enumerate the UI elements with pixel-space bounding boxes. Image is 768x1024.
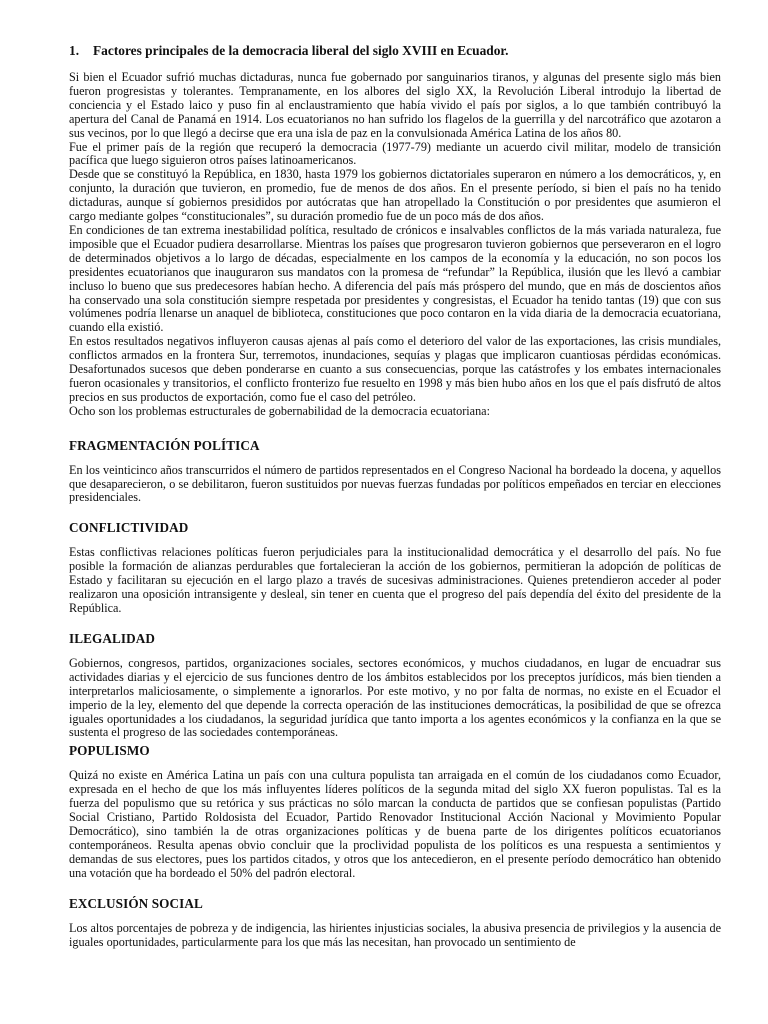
- intro-paragraph-3: Desde que se constituyó la República, en 1830, hasta 1979 los gobiernos dictatoriales superaron en número a los democráticos, y, en conjunto, la duración que tuvieron, en promedio, fue de menos de dos años. En el presente período, si bien el país no ha tenido dictaduras, aunque sí gobiernos presididos por autócratas que han atropellado la Constitución o por presidentes que asumieron el cargo mediante golpes “constitucionales”, su duración promedio fue de un poco más de dos años.: [69, 167, 721, 224]
- intro-paragraph-1: Si bien el Ecuador sufrió muchas dictaduras, nunca fue gobernado por sanguinarios tiranos, y algunas del presente siglo más bien fueron progresistas y tolerantes. Tempranamente, en los albores del siglo XX, la Revolución Liberal introdujo la libertad de conciencia y el Estado laico y puso fin al enclaustramiento que había vivido el país por siglos, a lo que también contribuyó la apertura del Canal de Panamá en 1914. Los ecuatorianos no han sufrido los flagelos de la guerrilla y del narcotráfico que azotaron a sus vecinos, por lo que llegó a decirse que era una isla de paz en la convulsionada América Latina de los años 80.: [69, 70, 721, 140]
- section-heading-ilegalidad: ILEGALIDAD: [69, 630, 156, 646]
- intro-paragraph-2: Fue el primer país de la región que recuperó la democracia (1977-79) mediante un acuerdo civil militar, modelo de transición pacífica que luego siguieron otros países latinoamericanos.: [69, 139, 721, 168]
- title-text: Factores principales de la democracia liberal del siglo XVIII en Ecuador.: [93, 43, 509, 58]
- section-heading-fragmentacion: FRAGMENTACIÓN POLÍTICA: [69, 437, 260, 453]
- section-body-exclusion: Los altos porcentajes de pobreza y de indigencia, las hirientes injusticias sociales, la abusiva presencia de privilegios y la ausencia de iguales oportunidades, particularmente para los que más las necesitan, han provocado un sentimiento de: [69, 920, 721, 949]
- intro-paragraph-5: En estos resultados negativos influyeron causas ajenas al país como el deterioro del valor de las exportaciones, las crisis mundiales, conflictos armados en la frontera Sur, terremotos, inundaciones, sequías y plagas que implicaron cuantiosas pérdidas económicas. Desafortunados sucesos que deben ponderarse en cuanto a sus consecuencias, porque las catástrofes y los embates internacionales fueron ocasionales y transitorios, el conflicto fronterizo fue resuelto en 1998 y más bien hubo años en los que el país disfrutó de altos precios en sus productos de exportación, como fue el caso del petróleo.: [69, 334, 721, 404]
- document-page: [69, 42, 721, 949]
- section-body-conflictividad: Estas conflictivas relaciones políticas fueron perjudiciales para la institucionalidad democrática y el desarrollo del país. No fue posible la formación de alianzas perdurables que fortalecieran la acción de los gobiernos, permitieran la adopción de políticas de Estado y facilitaran su ejecución en el largo plazo a través de sucesivas administraciones. Quienes pretendieron acceder al poder realizaron una oposición intransigente y desleal, sin tener en cuenta que el progreso del país dependía del éxito del presidente de la República.: [69, 545, 721, 615]
- section-heading-populismo: POPULISMO: [69, 743, 150, 759]
- section-heading-exclusion: EXCLUSIÓN SOCIAL: [69, 895, 203, 911]
- intro-paragraph-4: En condiciones de tan extrema inestabilidad política, resultado de crónicos e insalvables conflictos de la más variada naturaleza, fue imposible que el Ecuador pudiera desarrollarse. Mientras los países que progresaron tuvieron gobiernos que perseveraron en el logro de determinados objetivos a lo largo de décadas, especialmente en los campos de la economía y la educación, no son pocos los presidentes ecuatorianos que inauguraron sus mandatos con la promesa de “refundar” la República, ilusión que les llevó a cambiar incluso lo bueno que sus predecesores habían hecho. A diferencia del país más próspero del mundo, que en más de doscientos años ha conservado una sola constitución siempre respetada por presidentes y congresistas, el Ecuador ha tenido tantas (19) que con sus volúmenes podría llenarse un anaquel de biblioteca, constituciones que poco contaron en la vida diaria de la democracia ecuatoriana, cuando ella existió.: [69, 222, 721, 335]
- title-number: 1.: [69, 43, 80, 58]
- document-title: [69, 42, 721, 60]
- section-body-ilegalidad: Gobiernos, congresos, partidos, organizaciones sociales, sectores económicos, y muchos ciudadanos, en lugar de encuadrar sus actividades diarias y el ejercicio de sus funciones dentro de los ámbitos establecidos por los preceptos jurídicos, más bien tienden a interpretarlos maliciosamente, o simplemente a ignorarlos. Por este motivo, y no por falta de normas, no existe en el Ecuador el imperio de la ley, elemento del que depende la correcta operación de las instituciones democráticas, la posibilidad de que se ofrezca iguales oportunidades a los ciudadanos, la seguridad jurídica que tanto importa a los agentes económicos y la confianza en la que se sustenta el progreso de las sociedades contemporáneas.: [69, 655, 721, 740]
- section-heading-conflictividad: CONFLICTIVIDAD: [69, 520, 189, 536]
- section-body-populismo: Quizá no existe en América Latina un país con una cultura populista tan arraigada en el común de los ciudadanos como Ecuador, expresada en el hecho de que los más influyentes líderes políticos de la segunda mitad del siglo XX fueron populistas. Tal es la fuerza del populismo que su retórica y sus prácticas no sólo marcan la conducta de partidos que se confiesan populistas (Partido Social Cristiano, Partido Roldosista del Ecuador, Partido Renovador Institucional Acción Nacional y Movimiento Popular Democrático), sino también la de otras organizaciones políticas y de buena parte de los dirigentes políticos ecuatorianos contemporáneos. Resulta apenas obvio concluir que la proclividad populista de los políticos es una respuesta a sentimientos y demandas de sus electores, pues los partidos citados, y otros que los antecedieron, en el presente período democrático han obtenido una votación que ha bordeado el 50% del padrón electoral.: [69, 768, 721, 880]
- intro-paragraph-6: Ocho son los problemas estructurales de gobernabilidad de la democracia ecuatoriana:: [69, 403, 490, 418]
- section-body-fragmentacion: En los veinticinco años transcurridos el número de partidos representados en el Congreso Nacional ha bordeado la docena, y aquellos que desaparecieron, o se debilitaron, fueron sustituidos por nuevas fuerzas fundadas por políticos empeñados en terciar en elecciones presidenciales.: [69, 462, 721, 505]
